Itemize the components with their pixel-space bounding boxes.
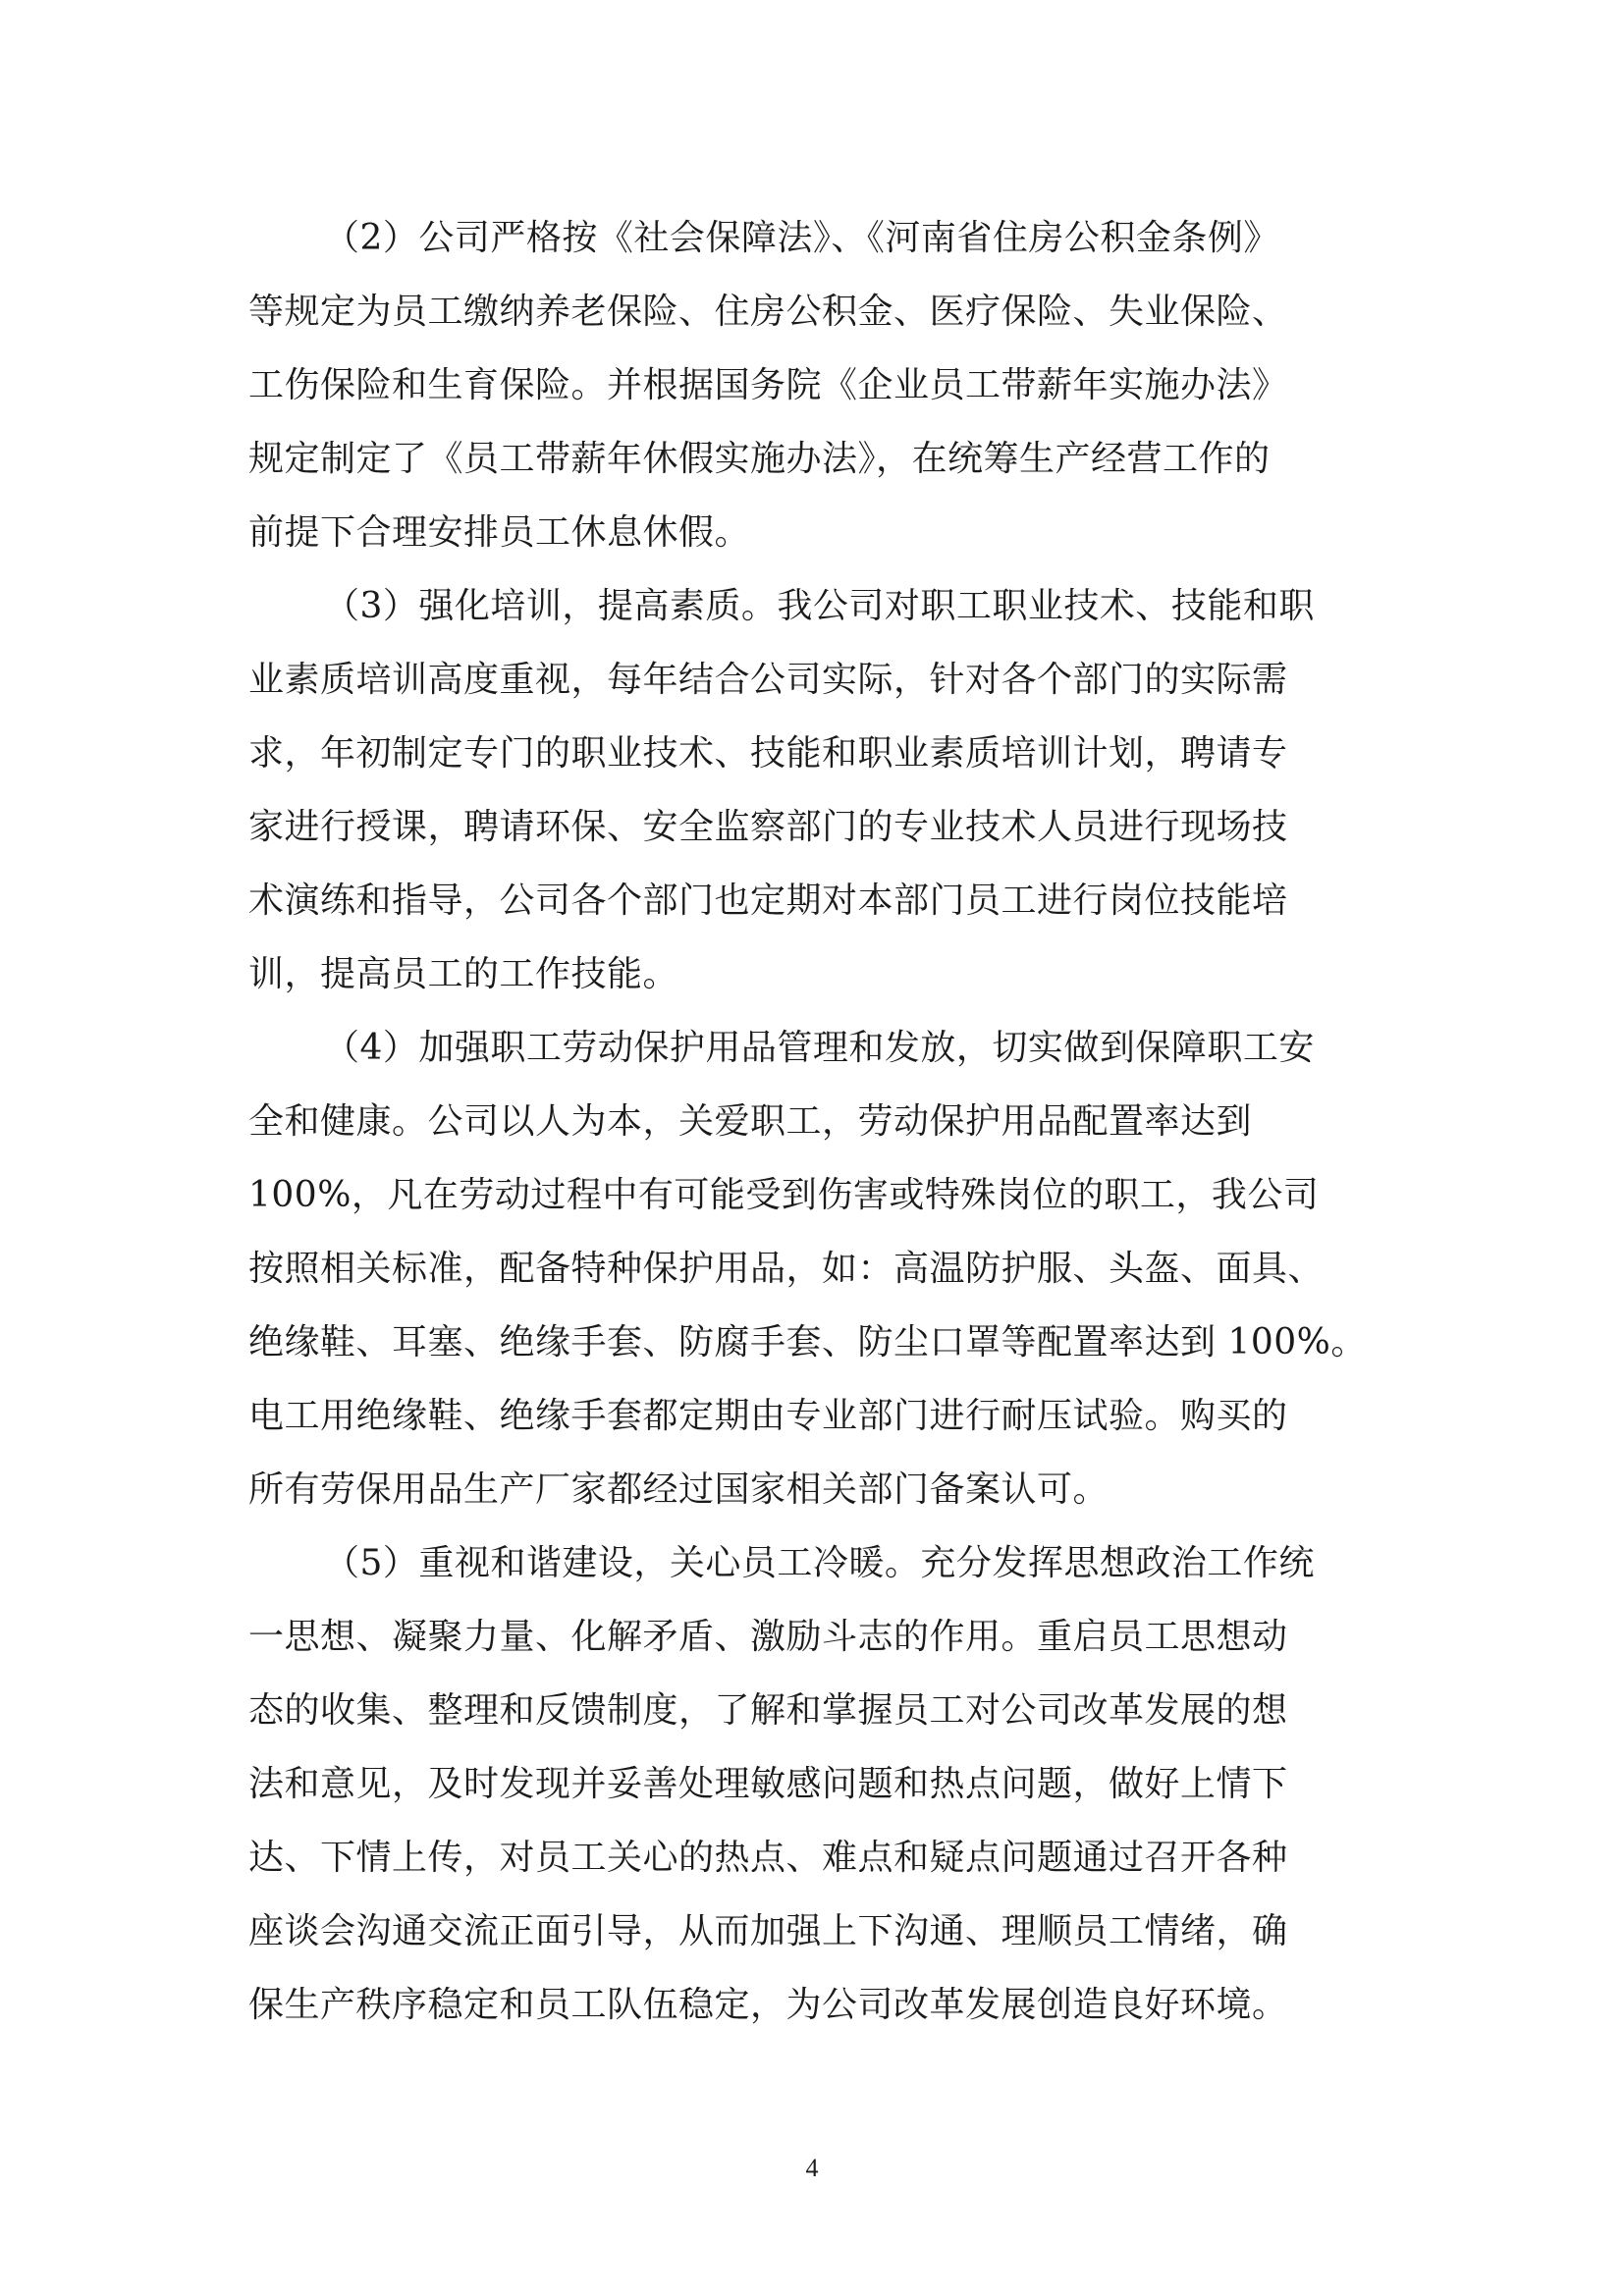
- paragraph-line: 术演练和指导，公司各个部门也定期对本部门员工进行岗位技能培: [248, 881, 1288, 921]
- paragraph-line: 全和健康。公司以人为本，关爱职工，劳动保护用品配置率达到: [248, 1101, 1253, 1142]
- paragraph-line: 达、下情上传，对员工关心的热点、难点和疑点问题通过召开各种: [248, 1838, 1288, 1878]
- paragraph-line: 所有劳保用品生产厂家都经过国家相关部门备案认可。: [248, 1469, 1110, 1510]
- paragraph-line: 法和意见，及时发现并妥善处理敏感问题和热点问题，做好上情下: [248, 1764, 1288, 1804]
- page-number: 4: [805, 2154, 819, 2182]
- paragraph-line: 态的收集、整理和反馈制度，了解和掌握员工对公司改革发展的想: [248, 1690, 1288, 1731]
- paragraph-line: （2）公司严格按《社会保障法》、《河南省住房公积金条例》: [324, 218, 1279, 258]
- paragraph-line: 100%，凡在劳动过程中有可能受到伤害或特殊岗位的职工，我公司: [248, 1175, 1320, 1215]
- paragraph-line: （3）强化培训，提高素质。我公司对职工职业技术、技能和职: [324, 586, 1315, 626]
- paragraph-line: （5）重视和谐建设，关心员工冷暖。充分发挥思想政治工作统: [324, 1543, 1315, 1583]
- paragraph-line: 训，提高员工的工作技能。: [248, 954, 679, 994]
- paragraph-line: （4）加强职工劳动保护用品管理和发放，切实做到保障职工安: [324, 1028, 1315, 1068]
- paragraph-line: 一思想、凝聚力量、化解矛盾、激励斗志的作用。重启员工思想动: [248, 1617, 1288, 1657]
- paragraph-line: 前提下合理安排员工休息休假。: [248, 512, 751, 553]
- paragraph-line: 座谈会沟通交流正面引导，从而加强上下沟通、理顺员工情绪，确: [248, 1911, 1288, 1951]
- paragraph-line: 保生产秩序稳定和员工队伍稳定，为公司改革发展创造良好环境。: [248, 1985, 1288, 2025]
- paragraph-line: 求，年初制定专门的职业技术、技能和职业素质培训计划，聘请专: [248, 733, 1288, 774]
- paragraph-line: 家进行授课，聘请环保、安全监察部门的专业技术人员进行现场技: [248, 807, 1288, 847]
- paragraph-line: 工伤保险和生育保险。并根据国务院《企业员工带薪年实施办法》: [248, 365, 1288, 405]
- paragraph-line: 等规定为员工缴纳养老保险、住房公积金、医疗保险、失业保险、: [248, 292, 1288, 332]
- paragraph-line: 规定制定了《员工带薪年休假实施办法》，在统筹生产经营工作的: [248, 439, 1271, 479]
- paragraph-line: 绝缘鞋、耳塞、绝缘手套、防腐手套、防尘口罩等配置率达到 100%。: [248, 1322, 1367, 1362]
- paragraph-line: 按照相关标准，配备特种保护用品，如：高温防护服、头盔、面具、: [248, 1249, 1325, 1289]
- paragraph-line: 业素质培训高度重视，每年结合公司实际，针对各个部门的实际需: [248, 660, 1288, 700]
- paragraph-line: 电工用绝缘鞋、绝缘手套都定期由专业部门进行耐压试验。购买的: [248, 1396, 1288, 1436]
